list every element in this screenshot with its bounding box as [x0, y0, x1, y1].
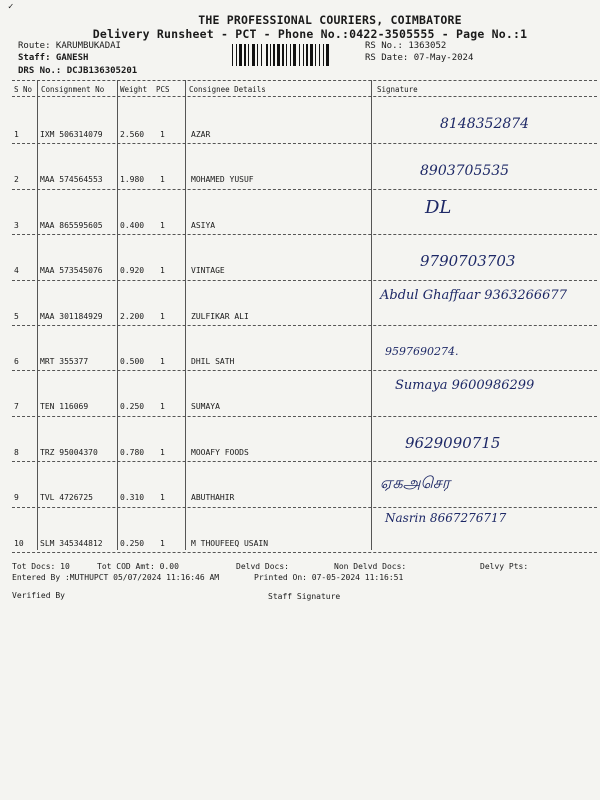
col-header-pcs: PCS	[156, 85, 170, 94]
table-top-rule	[12, 80, 597, 81]
row-consignee-name: SUMAYA	[191, 402, 220, 412]
row-divider	[12, 325, 597, 326]
row-consignee-name: ABUTHAHIR	[191, 493, 235, 503]
row-sno: 2	[14, 175, 19, 185]
row-weight: 0.400	[120, 220, 145, 230]
row-handwritten-signature: DL	[425, 196, 452, 218]
row-pcs: 1	[160, 220, 165, 230]
row-weight: 0.780	[120, 447, 145, 457]
row-sno: 9	[14, 493, 19, 503]
corner-tick-icon: ✓	[8, 2, 14, 12]
row-handwritten-signature: 9597690274.	[385, 345, 459, 358]
row-consignee-name: MOHAMED YUSUF	[191, 175, 254, 185]
row-consignment-no: TVL 4726725	[40, 493, 93, 503]
row-pcs: 1	[160, 175, 165, 185]
row-consignment-no: IXM 506314079	[40, 130, 103, 139]
row-weight: 0.250	[120, 402, 145, 412]
col-header-signature: Signature	[377, 85, 418, 94]
total-cod: Tot COD Amt: 0.00	[97, 562, 179, 571]
row-pcs: 1	[160, 130, 165, 139]
row-handwritten-signature: 9790703703	[420, 252, 516, 271]
row-weight: 0.310	[120, 493, 145, 503]
total-docs: Tot Docs: 10	[12, 562, 70, 571]
row-sno: 6	[14, 357, 19, 366]
non-delivered-docs: Non Delvd Docs:	[334, 562, 407, 571]
row-consignment-no: MRT 355377	[40, 357, 89, 366]
row-divider	[12, 143, 597, 144]
row-sno: 1	[14, 130, 19, 139]
row-weight: 0.250	[120, 538, 145, 548]
row-sno: 4	[14, 266, 19, 276]
row-consignee-name: VINTAGE	[191, 266, 225, 276]
row-consignment-no: MAA 865595605	[40, 220, 103, 230]
row-sno: 5	[14, 311, 19, 321]
staff-signature-label: Staff Signature	[268, 592, 341, 601]
row-consignee-name: ZULFIKAR ALI	[191, 311, 249, 321]
row-pcs: 1	[160, 493, 165, 503]
row-pcs: 1	[160, 266, 165, 276]
row-sno: 7	[14, 402, 19, 412]
row-handwritten-signature: 8903705535	[420, 163, 510, 180]
route-label: Route: KARUMBUKADAI	[18, 41, 121, 51]
row-consignee-name: DHIL SATH	[191, 357, 235, 366]
row-sno: 10	[14, 538, 24, 548]
row-consignment-no: MAA 301184929	[40, 311, 103, 321]
row-handwritten-signature: Sumaya 9600986299	[395, 378, 535, 394]
row-weight: 2.200	[120, 311, 145, 321]
row-weight: 0.920	[120, 266, 145, 276]
row-divider	[12, 507, 597, 508]
row-weight: 2.560	[120, 130, 145, 139]
printed-on: Printed On: 07-05-2024 11:16:51	[254, 573, 404, 582]
row-divider	[12, 461, 597, 462]
row-sno: 3	[14, 220, 19, 230]
row-handwritten-signature: ஏகஅசெர	[380, 473, 451, 493]
rs-date: RS Date: 07-May-2024	[365, 53, 474, 63]
col-divider	[371, 80, 372, 550]
row-pcs: 1	[160, 311, 165, 321]
row-consignee-name: ASIYA	[191, 220, 216, 230]
col-header-consignee: Consignee Details	[189, 85, 266, 94]
row-divider	[12, 552, 597, 553]
company-title: THE PROFESSIONAL COURIERS, COIMBATORE	[198, 13, 462, 27]
row-divider	[12, 234, 597, 235]
col-divider	[185, 80, 186, 550]
row-consignee-name: AZAR	[191, 130, 211, 139]
row-pcs: 1	[160, 402, 165, 412]
entered-by: Entered By :MUTHUPCT 05/07/2024 11:16:46 AM	[12, 573, 220, 582]
delivered-docs: Delvd Docs:	[236, 562, 289, 571]
delivery-points: Delvy Pts:	[480, 562, 529, 571]
rs-number: RS No.: 1363052	[365, 41, 447, 51]
staff-label: Staff: GANESH	[18, 53, 89, 63]
table-header-rule	[12, 96, 597, 97]
row-pcs: 1	[160, 447, 165, 457]
barcode-icon	[232, 44, 354, 66]
row-handwritten-signature: Nasrin 8667276717	[385, 510, 507, 525]
row-pcs: 1	[160, 538, 165, 548]
row-weight: 0.500	[120, 357, 145, 366]
row-consignee-name: MOOAFY FOODS	[191, 447, 249, 457]
row-consignment-no: SLM 345344812	[40, 538, 103, 548]
row-consignment-no: TEN 116069	[40, 402, 89, 412]
col-header-weight: Weight	[120, 85, 148, 94]
row-pcs: 1	[160, 357, 165, 366]
row-handwritten-signature: Abdul Ghaffaar 9363266677	[380, 287, 567, 303]
row-consignment-no: MAA 574564553	[40, 175, 103, 185]
row-divider	[12, 189, 597, 190]
row-divider	[12, 416, 597, 417]
row-weight: 1.980	[120, 175, 145, 185]
row-divider	[12, 280, 597, 281]
col-header-sno: S No	[14, 85, 33, 94]
runsheet-subtitle: Delivery Runsheet - PCT - Phone No.:0422-3505555 - Page No.:1	[92, 27, 528, 41]
row-sno: 8	[14, 447, 19, 457]
row-handwritten-signature: 8148352874	[440, 116, 530, 132]
verified-by-label: Verified By	[12, 591, 65, 600]
drs-label: DRS No.: DCJB136305201	[18, 66, 138, 76]
col-header-consignment: Consignment No	[41, 85, 105, 94]
row-handwritten-signature: 9629090715	[405, 433, 501, 452]
row-divider	[12, 370, 597, 371]
row-consignee-name: M THOUFEEQ USAIN	[191, 538, 269, 548]
col-divider	[117, 80, 118, 550]
row-consignment-no: TRZ 95004370	[40, 447, 98, 457]
col-divider	[37, 80, 38, 550]
row-consignment-no: MAA 573545076	[40, 266, 103, 276]
